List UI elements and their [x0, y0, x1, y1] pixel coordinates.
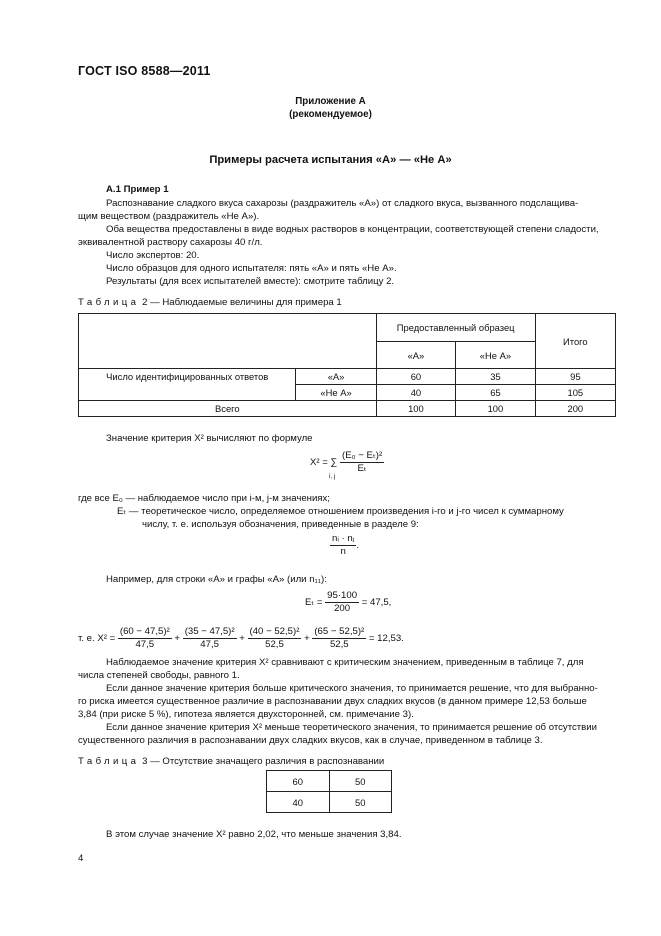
formula-lhs: X² = ∑	[310, 457, 338, 469]
table2-cell: «А»	[296, 369, 376, 385]
paragraph-line: Оба вещества предоставлены в виде водных растворов в концентрации, соответствующей степени сладости,	[106, 224, 599, 235]
conclusion-line: существенного различия в распознавании двух сладких вкусов, как в случае, приведенном в таблице 3.	[78, 735, 543, 746]
table2-col-a: «А»	[376, 342, 455, 369]
table3-cell: 50	[329, 792, 392, 813]
table2-cell: 200	[535, 401, 615, 417]
table2-cell: 105	[535, 385, 615, 401]
conclusion-line: Если данное значение критерия X² меньше теоретического значения, то принимается решение об отсутствии	[106, 722, 597, 733]
table-row	[79, 401, 616, 417]
et-result: = 47,5,	[361, 597, 392, 609]
calc-term-num: (40 − 52,5)²	[249, 626, 300, 637]
paragraph-line: щим веществом (раздражитель «Не А»).	[78, 211, 260, 222]
page-number: 4	[78, 853, 84, 864]
table3-cell: 40	[267, 792, 330, 813]
calc-term-num: (60 − 47,5)²	[119, 626, 170, 637]
paragraph-line: эквивалентной раствору сахарозы 40 г/л.	[78, 237, 263, 248]
table2-cell: 100	[456, 401, 536, 417]
table3	[266, 770, 392, 813]
table2-cell: 60	[376, 369, 455, 385]
table2-total-header: Итого	[535, 314, 615, 369]
calc-term-den: 52,5	[265, 639, 284, 650]
where-line: числу, т. е. используя обозначения, приведенные в разделе 9:	[142, 519, 419, 530]
calc-term-den: 52,5	[329, 639, 349, 650]
table2-cell: 40	[376, 385, 455, 401]
conclusion-line: числа степеней свободы, равного 1.	[78, 670, 240, 681]
table2-caption-label: Таблица	[78, 297, 140, 308]
document-header: ГОСТ ISO 8588—2011	[78, 64, 211, 78]
paragraph-line: Число образцов для одного испытателя: пять «А» и пять «Не А».	[106, 263, 397, 274]
final-text: В этом случае значение X² равно 2,02, что меньше значения 3,84.	[106, 829, 402, 840]
table2-caption-text: 2 — Наблюдаемые величины для примера 1	[142, 297, 342, 308]
table3-caption-label: Таблица	[78, 756, 140, 767]
formula-et-definition: $\frac{\text{nᵢ · nⱼ}}{n}$ .	[332, 533, 360, 557]
table2-row-label-text: Число идентифицированных ответов	[106, 371, 269, 382]
et-denominator: 200	[334, 603, 351, 614]
table2-cell: «Не А»	[296, 385, 376, 401]
formula-et-example: Eₜ = $\frac{95\cdot 100}{200}$ = 47,5,	[305, 590, 392, 614]
et-numerator: 95·100	[327, 590, 358, 601]
example-text: Например, для строки «А» и графы «А» (или n₁₁):	[106, 574, 327, 585]
annex-title: Приложение А	[295, 96, 366, 107]
formula-chi-calculation: т. е. X² = $\frac{\text{(60 − 47,5)²}}{47,5}$ + $\frac{\text{(35 − 47,5)²}}{47,5}$ + $\frac{\text{(40 − 52,5)²}}{52,5}$ + $\frac{\text{(65 − 52,5)²}}{52,5}$ = 12,53.	[78, 626, 404, 650]
criterion-text: Значение критерия X² вычисляют по формуле	[106, 433, 313, 444]
where-line: где все E₀ — наблюдаемое число при i-м, j-м значениях;	[78, 493, 330, 504]
annex-subtitle: (рекомендуемое)	[289, 109, 372, 120]
table2-col-not-a: «Не А»	[456, 342, 536, 369]
table-row	[267, 771, 392, 792]
table3-caption-text: 3 — Отсутствие значащего различия в распознавании	[142, 756, 385, 767]
paragraph-line: Распознавание сладкого вкуса сахарозы (раздражитель «А») от сладкого вкуса, вызванного подслащива-	[106, 198, 579, 209]
example-heading: А.1 Пример 1	[106, 184, 169, 195]
table3-cell: 50	[329, 771, 392, 792]
calc-term-num: (35 − 47,5)²	[184, 626, 235, 637]
calc-result: = 12,53.	[368, 633, 404, 645]
table-row	[79, 369, 616, 385]
calc-term-den: 47,5	[200, 639, 219, 650]
paragraph-line: Результаты (для всех испытателей вместе): смотрите таблицу 2.	[106, 276, 395, 287]
paragraph-line: Число экспертов: 20.	[106, 250, 200, 261]
conclusion-line: го риска имеется существенное различие в распознавании двух сладких вкусов (в данном примере 12,53 больше	[78, 696, 587, 707]
table2-empty-header	[79, 314, 377, 369]
formula-numerator: (E₀ − Eₜ)²	[342, 450, 383, 461]
section-title: Примеры расчета испытания «А» — «Не А»	[209, 154, 452, 166]
conclusion-line: 3,84 (при риске 5 %), гипотеза является двухсторонней, см. примечание 3).	[78, 709, 414, 720]
table3-caption	[78, 756, 384, 767]
formula-denominator: Eₜ	[357, 463, 367, 474]
table2-cell: 95	[535, 369, 615, 385]
conclusion-line: Если данное значение критерия больше критического значения, то принимается решение, что для выбранно-	[106, 683, 598, 694]
table2-caption	[78, 297, 342, 308]
calc-term-num: (65 − 52,5)²	[314, 626, 365, 637]
formula-fraction	[340, 450, 384, 475]
table2-group-header: Предоставленный образец	[376, 314, 535, 342]
table2	[78, 313, 616, 417]
table2-cell: 35	[456, 369, 536, 385]
formula-chi-square	[310, 450, 384, 475]
table2-cell: Всего	[79, 401, 377, 417]
table2-row-label	[79, 369, 296, 401]
table-row	[267, 792, 392, 813]
conclusion-line: Наблюдаемое значение критерия X² сравнивают с критическим значением, приведенным в таблице 7, для	[106, 657, 584, 668]
table2-cell: 65	[456, 385, 536, 401]
table3-cell: 60	[267, 771, 330, 792]
table2-cell: 100	[376, 401, 455, 417]
calc-term-den: 47,5	[135, 639, 155, 650]
calc-prefix: т. е. X² =	[78, 633, 116, 645]
where-line: Eₜ — теоретическое число, определяемое отношением произведения i-го и j-го чисел к суммарному	[117, 506, 564, 517]
formula-sum-index: i, j	[329, 473, 336, 480]
